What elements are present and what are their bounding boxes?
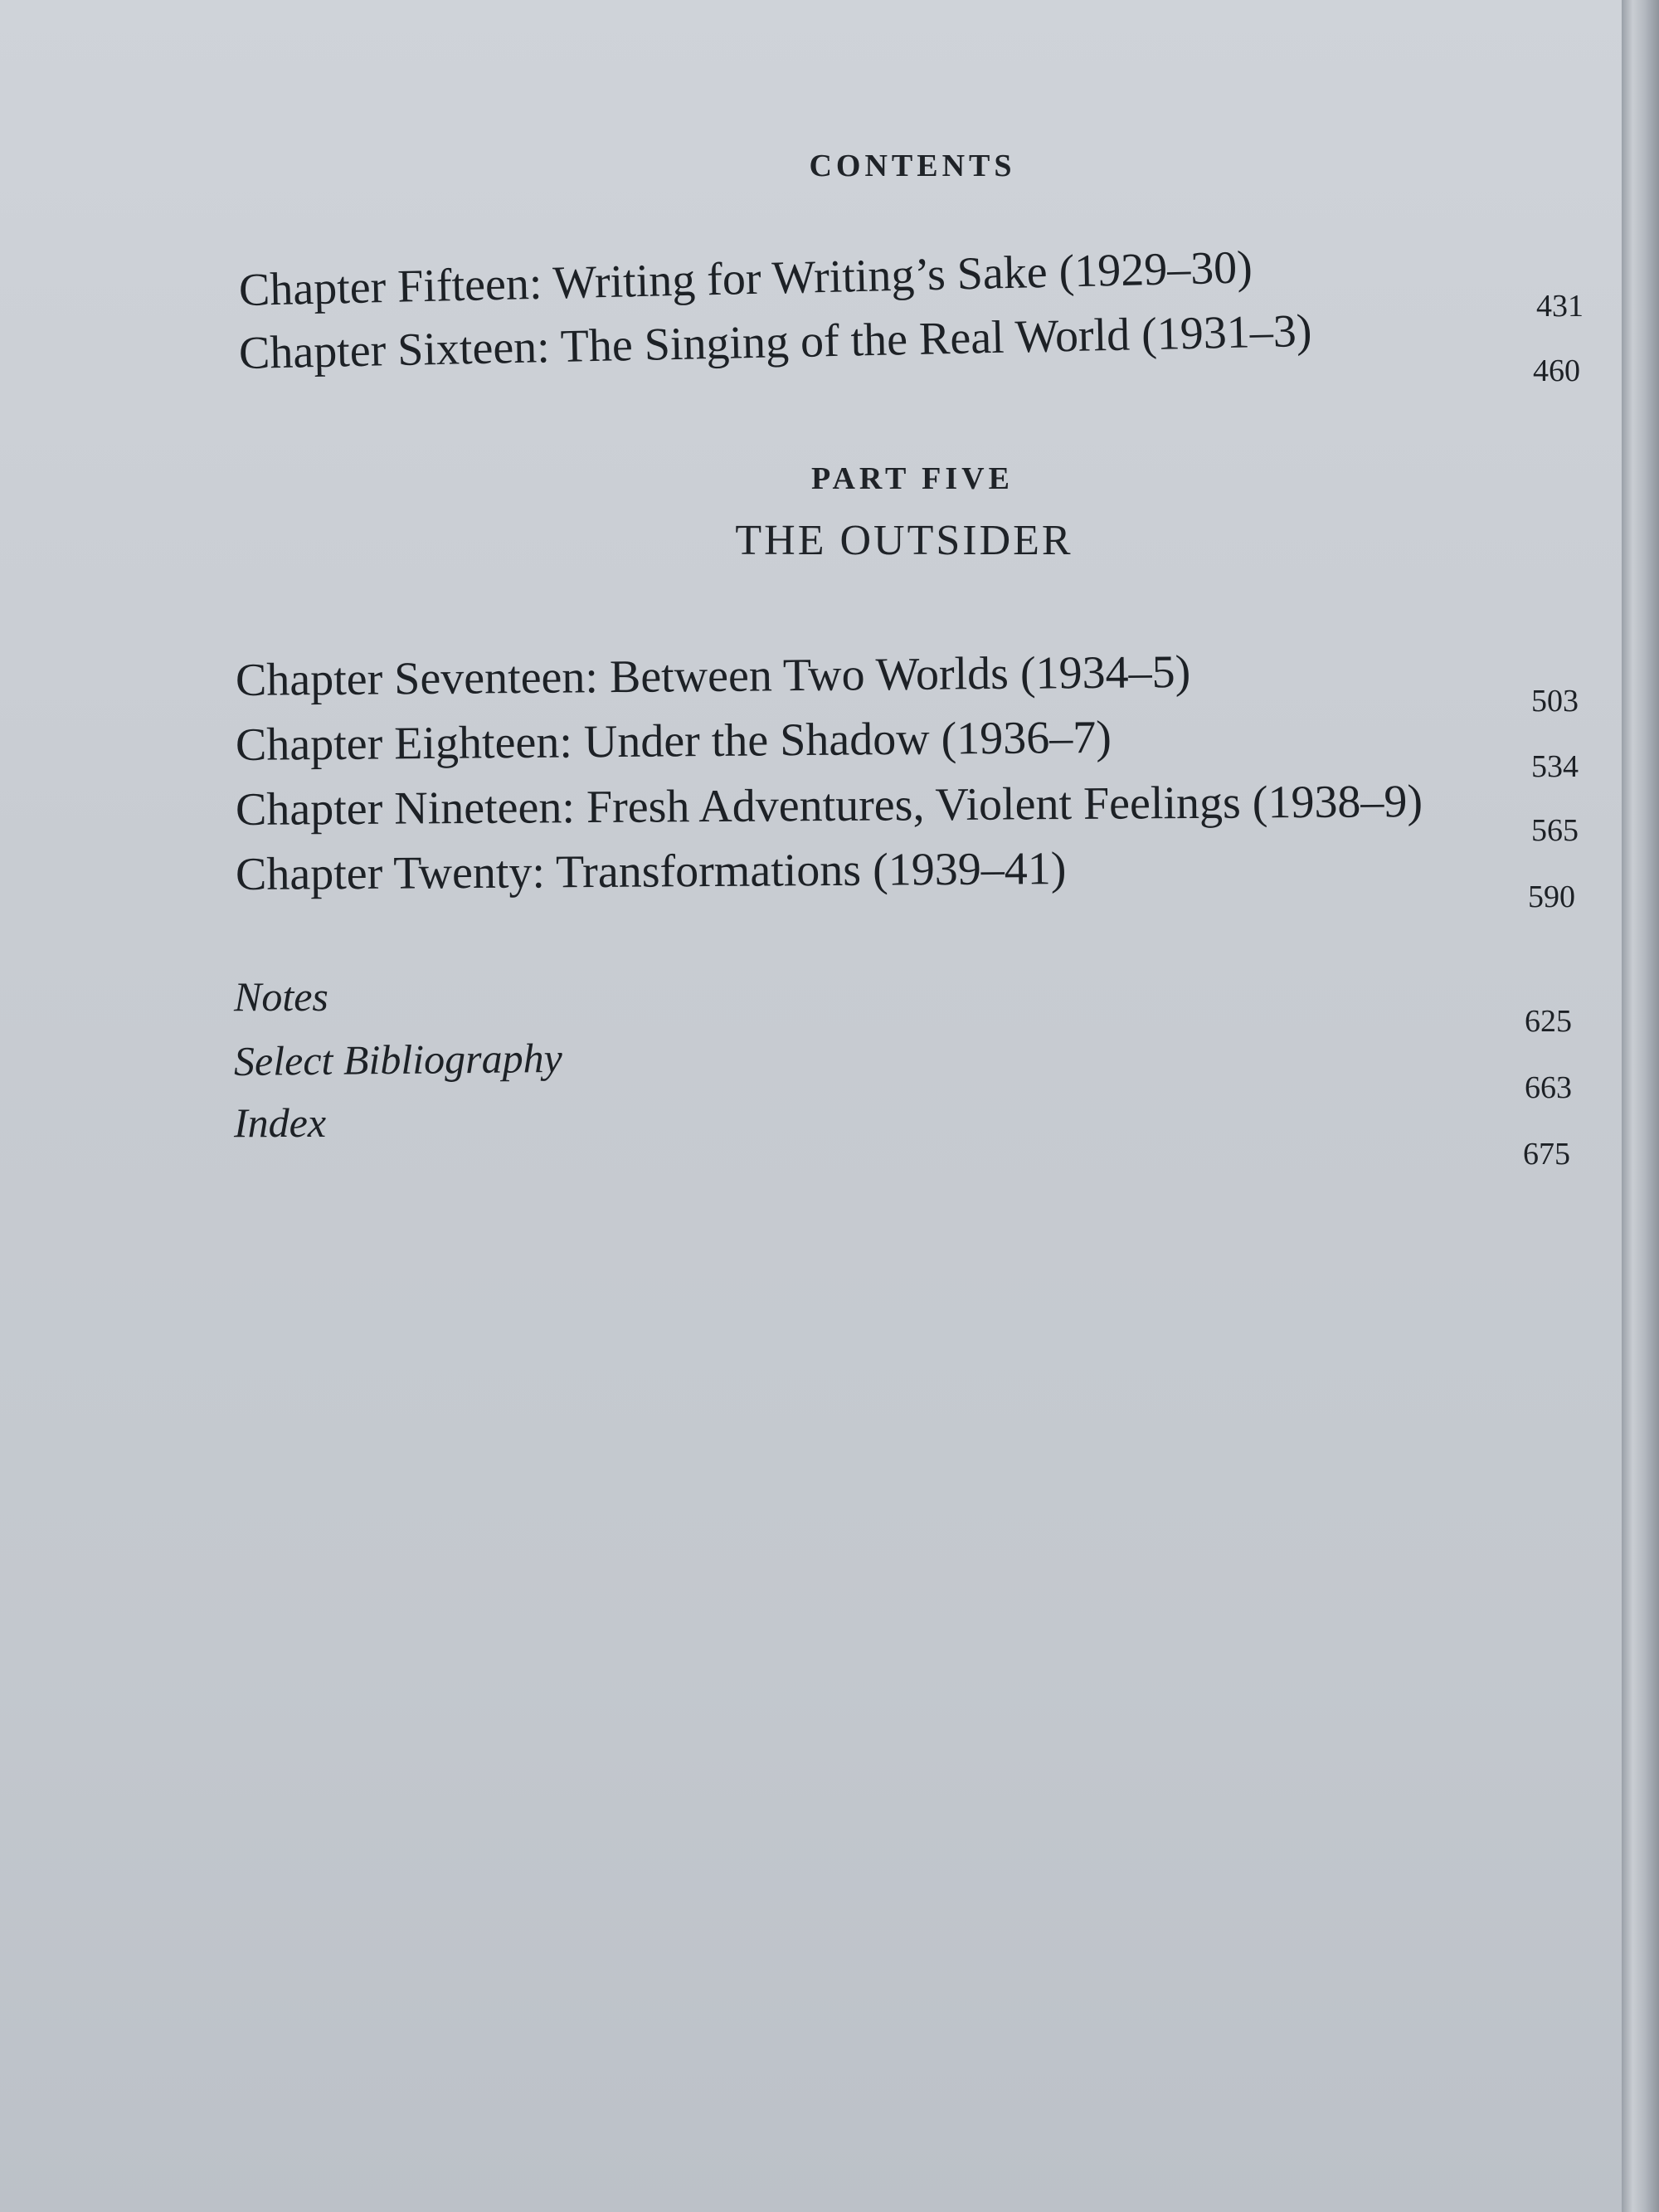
part-title: THE OUTSIDER — [735, 517, 1073, 564]
toc-entry-page: 565 — [1531, 813, 1579, 848]
toc-entry-page: 675 — [1523, 1137, 1570, 1172]
contents-heading: CONTENTS — [809, 149, 1016, 183]
toc-entry-title: Chapter Seventeen: Between Two Worlds (1934–5) — [235, 646, 1191, 706]
toc-entry-page: 590 — [1528, 879, 1575, 914]
toc-entry-page: 625 — [1525, 1004, 1572, 1039]
toc-entry-title: Index — [234, 1099, 327, 1146]
part-label: PART FIVE — [811, 461, 1014, 496]
toc-entry-page: 534 — [1531, 749, 1579, 784]
toc-entry-title: Chapter Eighteen: Under the Shadow (1936–7) — [235, 711, 1112, 771]
toc-entry-title: Select Bibliography — [233, 1034, 563, 1084]
toc-entry-page: 460 — [1533, 353, 1580, 388]
toc-entry-page: 663 — [1525, 1070, 1572, 1105]
toc-entry-page: 431 — [1536, 289, 1584, 324]
toc-entry-title: Chapter Nineteen: Fresh Adventures, Violent Feelings (1938–9) — [235, 776, 1423, 836]
toc-entry-title: Notes — [234, 973, 328, 1020]
toc-entry-page: 503 — [1531, 684, 1579, 719]
page-edge — [1622, 0, 1659, 2212]
toc-entry-title: Chapter Fifteen: Writing for Writing’s Sake (1929–30) — [238, 241, 1253, 316]
toc-entry-title: Chapter Sixteen: The Singing of the Real World (1931–3) — [238, 305, 1313, 379]
toc-entry-title: Chapter Twenty: Transformations (1939–41) — [235, 843, 1067, 900]
